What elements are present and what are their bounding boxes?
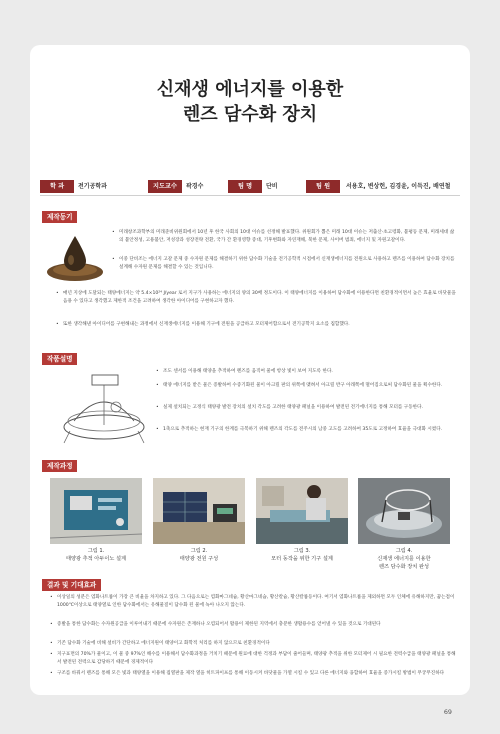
design-bullet-4: • 1축으로 추적하는 현재 기구의 한계를 극복하기 위해 렌즈의 각도를 전주시의 남중 고도를 고려하여 35도로 고정하여 효율을 극대화 시켰다. [156,427,443,432]
section-process-header: 제작과정 [42,460,77,472]
device-sketch-image [56,365,150,447]
advisor-value: 곽경수 [186,183,204,190]
members-value: 서용호, 변상헌, 김경윤, 이득진, 배연철 [346,183,451,190]
poster-title-line2: 렌즈 담수화 장치 [182,104,318,125]
motivation-bullet-2: • 이중 단비조는 에너지 고갈 문제 중 수자원 문제를 해결하기 위한 담수화 기술을 전기공학적 시점에서 신재생에너지를 전원으로 사용하고 렌즈를 이용하여 담수화 장치를 설계해 수자원 문제를 해결할 수 있는 것입니다. [112,257,455,270]
motivation-bullet-4: • 또한 생각해낸 아이디어를 구현해내는 과정에서 신재생에너지를 이용해 기구에 전원을 공급하고 모터제어함으로서 전기공학지 요소를 집합했다. [56,322,350,327]
poster-card [30,45,470,695]
advisor-label: 지도교수 [148,180,182,193]
team-name-value: 단비 [266,183,278,190]
figure-1-image [50,478,142,544]
motivation-bullet-1: • 미래창조과학부의 미래준비위원회에서 10년 후 한국 사회의 10대 이슈를 선정해 발표했다. 위원회가 뽑은 미래 10대 이슈는 저출산·초고령화, 불평등 문제, 미래세대 삶의 불안정성, 고용불안, 저성장과 성장전략 전환, 국가 간 환경영향 증대, 기후변화와 자연재해, 북한 문제, 사이버 범죄, 에너지 및 자원고갈이다. [112,230,455,243]
figure-1-caption: 그림 1. 태양광 추적 아두이노 설계 [65,548,127,562]
figure-2-caption: 그림 2. 태양광 전원 구성 [179,548,219,562]
results-bullet-1: • 이상일의 성분은 염화나트륨이 가장 큰 비율을 차지하고 있다. 그 다음으로는 염화마그네슘, 황산마그네슘, 황산칼슘, 황산칼륨등이다. 여기서 염화나트륨을 제외하면 모두 인체에 유해하지만, 꿈는점이 1000℃이상으로 태양열로 인한 담수화에서는 유해물질이 담수화 된 물에 녹아 나오지 않는다. [50,595,455,608]
figure-4-image [358,478,450,544]
poster-title-line1: 신재생 에너지를 이용한 [156,79,344,100]
figure-3-image [256,478,348,544]
design-bullet-2: • 태양 에너지를 받은 물은 증발하여 수증기화된 물이 아크릴 판의 위쪽에 맺혀서 아크릴 반구 아래쪽에 떨어짐으로써 담수화된 물을 획수한다. [156,383,443,388]
section-results-header: 결과 및 기대효과 [42,579,101,591]
team-info-bar [40,180,460,193]
figure-2-image [153,478,245,544]
water-drop-image [44,228,106,286]
dept-value: 전기공학과 [78,183,107,190]
figure-3-caption: 그림 3. 모터 동작을 위한 기구 설계 [271,548,333,562]
design-bullet-3: • 실제 설치되는 고정식 태양광 발전 장치의 설치 각도를 고려한 태양광 패널을 이용하여 발전된 전기에너지를 통해 모터를 구동한다. [156,405,424,410]
motivation-bullet-3: • 매년 지상에 도달되는 태양에너지는 약 5.4×10²⁴ J/year 로서 지구가 사용하는 에너지의 양의 30배 정도이다. 이 태양에너지를 이용하여 담수화에 이용한다면 친환경적이면서 높은 효율로 바닷물을 음용 수 있다고 생각했고 제한적 조건을 고려하여 생각한 아이디어를 구현하고자 했다. [56,291,456,304]
results-bullet-4: • 지구표면의 70%가 물이고, 이 물 중 97%인 해수를 이용해서 담수화과정을 거치기 때문에 원료에 대한 걱정과 부담이 줄어들며, 태양광 추적을 위한 모터제어 시 필요한 전력수급을 태양광 패널을 통해서 발전된 전력으로 감당하기 때문에 경제적이다 [50,652,456,665]
section-motivation-header: 제작동기 [42,211,77,223]
results-bullet-3: • 기존 담수화 기술에 비해 설비가 간단하고 에너지원이 태양이고 화학적 처리를 하지 않으므로 친환경적이다 [50,641,270,646]
results-bullet-5: • 구조를 바꿔서 렌즈를 통해 모은 빛과 태양열을 이용해 집열판을 제작 열을 히트파이프를 통해 이동시켜 바닷물을 가열 시킬 수 있고 다른 에너지와 융합하여 효율을 증가시킬 방법이 무궁무진하다 [50,671,445,676]
section-design-header: 작품설명 [42,353,77,365]
figure-4-caption: 그림 4. 신재생 에너지를 이용한 렌즈 담수화 장치 완성 [377,548,431,570]
design-bullet-1: • 조도 센서를 이용해 태양을 추적하여 렌즈를 움직여 물에 항상 빛이 보여 지도록 한다. [156,369,333,374]
dept-label: 학 과 [40,180,74,193]
page-number: 69 [443,708,452,716]
members-label: 팀 원 [306,180,340,193]
results-bullet-2: • 증발을 통한 담수화는 수자원공급을 이루어내기 때문에 수자원은 존재하나 오염되어서 활용이 제한된 지역에서 충분한 생활용수를 얻어낼 수 있을 것으로 기대된다 [50,622,381,627]
info-divider [40,195,460,196]
team-name-label: 팀 명 [228,180,262,193]
